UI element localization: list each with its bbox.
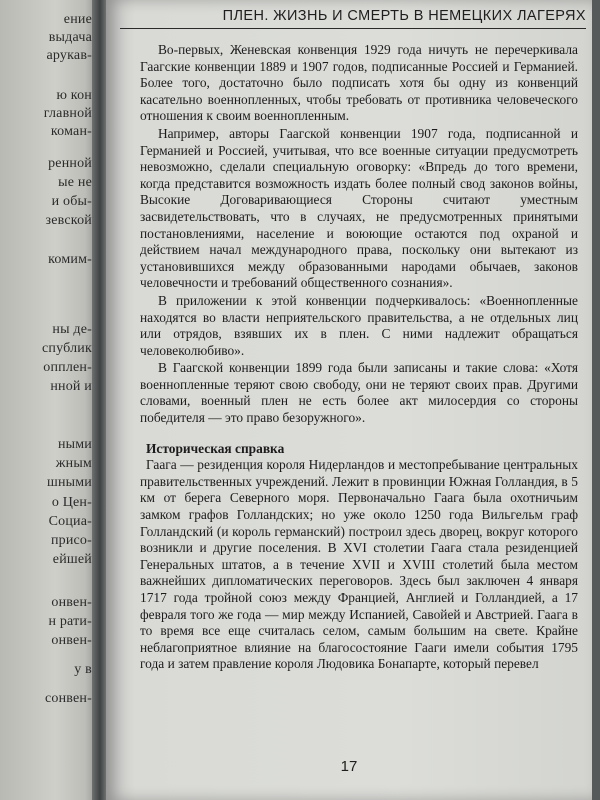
- reference-text: Гаага — резиденция короля Нидерландов и местопребывание центральных правительственных учреждений. Лежит в провинции Южная Голландия, в 5 км от берега Северного моря. Первоначально Гаага была охотничьим замком графов Голландских; но уже около 1250 года Вильгельм граф Голландский (и король германский) построил здесь дворец, вокруг которого возникли и другие поселения. В XVI столетии Гаага стала резиденцией Генеральных штатов, а в течение XVII и XVIII столетий была местом важнейших дипломатических переговоров. Здесь был заключен 4 января 1717 года тройной союз между Францией, Англией и Голландией, а 17 февраля того же года — мир между Испанией, Савойей и Австрией. Гаага в то время все еще считалась селом, самым большим на свете. Крайне неблагоприятное влияние на благосостояние Гааги имели события 1795 года и затем правление короля Людовика Бонапарте, который перевел: [140, 457, 578, 672]
- left-page-fragment: присо-: [50, 533, 92, 548]
- left-page-fragment: онвен-: [51, 595, 92, 610]
- left-page-fragment: главной: [43, 106, 92, 121]
- left-page-fragment: ые не: [58, 175, 92, 190]
- paragraph-2: Например, авторы Гаагской конвенции 1907 года, подписанной и Германией и Россией, учитывая, что все военные ситуации предусмотреть невозможно, сделали специальную оговорку: «Впредь до того времени, когда представится возможность издать более полный свод законов войны, Высокие Договаривающиеся Стороны считают уместным засвидетельствовать, что в случаях, не предусмотренных принятыми постановлениями, население и воюющие остаются под охраной и действием начал международного права, поскольку они вытекают из установившихся между образованными народами обычаев, законов человечности и требований общественного сознания».: [140, 125, 578, 291]
- left-page-fragment: ны де-: [52, 322, 92, 337]
- left-page-fragment: и обы-: [51, 194, 92, 209]
- left-page-fragment: жным: [55, 456, 92, 471]
- left-page-fragment: спублик: [42, 341, 92, 356]
- left-page-fragment: ренной: [48, 156, 92, 171]
- background-edge: [592, 0, 600, 800]
- paragraph-1: Во-первых, Женевская конвенция 1929 года ничуть не перечеркивала Гаагские конвенции 1889 и 1907 годов, подписанные Россией и Германией. Более того, достаточно было подписать хотя бы одну из конвенций касательно военнопленных, чтобы требовать от противника человеческого отношения к своим военнопленным.: [140, 42, 578, 124]
- left-page-fragment: сонвен-: [44, 691, 92, 706]
- left-page-fragment: о Цен-: [51, 495, 92, 510]
- left-page-fragment: ейшей: [52, 552, 92, 567]
- left-page-fragment: зевской: [45, 213, 92, 228]
- header-rule: [120, 28, 586, 29]
- left-page-fragment: опплен-: [43, 360, 92, 375]
- book-page: [106, 0, 592, 800]
- left-page-fragment: у в: [74, 662, 92, 677]
- paragraph-3: В приложении к этой конвенции подчеркивалось: «Военнопленные находятся во власти неприятельского правительства, а не отдельных лиц или отрядов, взявших их в плен. С ними надлежит обращаться человеколюбиво».: [140, 292, 578, 358]
- body-text: [140, 42, 578, 673]
- left-page-fragment: ение: [63, 12, 92, 27]
- left-page-fragment: выдача: [48, 30, 92, 45]
- paragraph-4: В Гаагской конвенции 1899 года были записаны и такие слова: «Хотя военнопленные теряют свою свободу, они не теряют своих прав. Другими словами, военный плен не есть более акт милосердия со стороны победителя — это право безоружного».: [140, 360, 578, 426]
- left-page-fragment: коман-: [50, 124, 92, 139]
- left-page-fragment: ными: [57, 437, 92, 452]
- left-facing-page: [0, 0, 100, 800]
- left-page-fragment: арукав-: [46, 48, 92, 63]
- running-head: ПЛЕН. ЖИЗНЬ И СМЕРТЬ В НЕМЕЦКИХ ЛАГЕРЯХ: [222, 8, 586, 24]
- left-page-fragment: нной и: [50, 379, 92, 394]
- left-page-fragment: ю кон: [56, 88, 92, 103]
- left-page-fragment: Социа-: [48, 514, 92, 529]
- left-page-fragment: комим-: [48, 252, 92, 267]
- reference-heading: Историческая справка: [146, 440, 285, 456]
- page-number: 17: [340, 758, 358, 775]
- left-page-fragment: н рати-: [48, 614, 92, 629]
- left-page-fragment: онвен-: [51, 633, 92, 648]
- left-page-fragment: шными: [46, 475, 92, 490]
